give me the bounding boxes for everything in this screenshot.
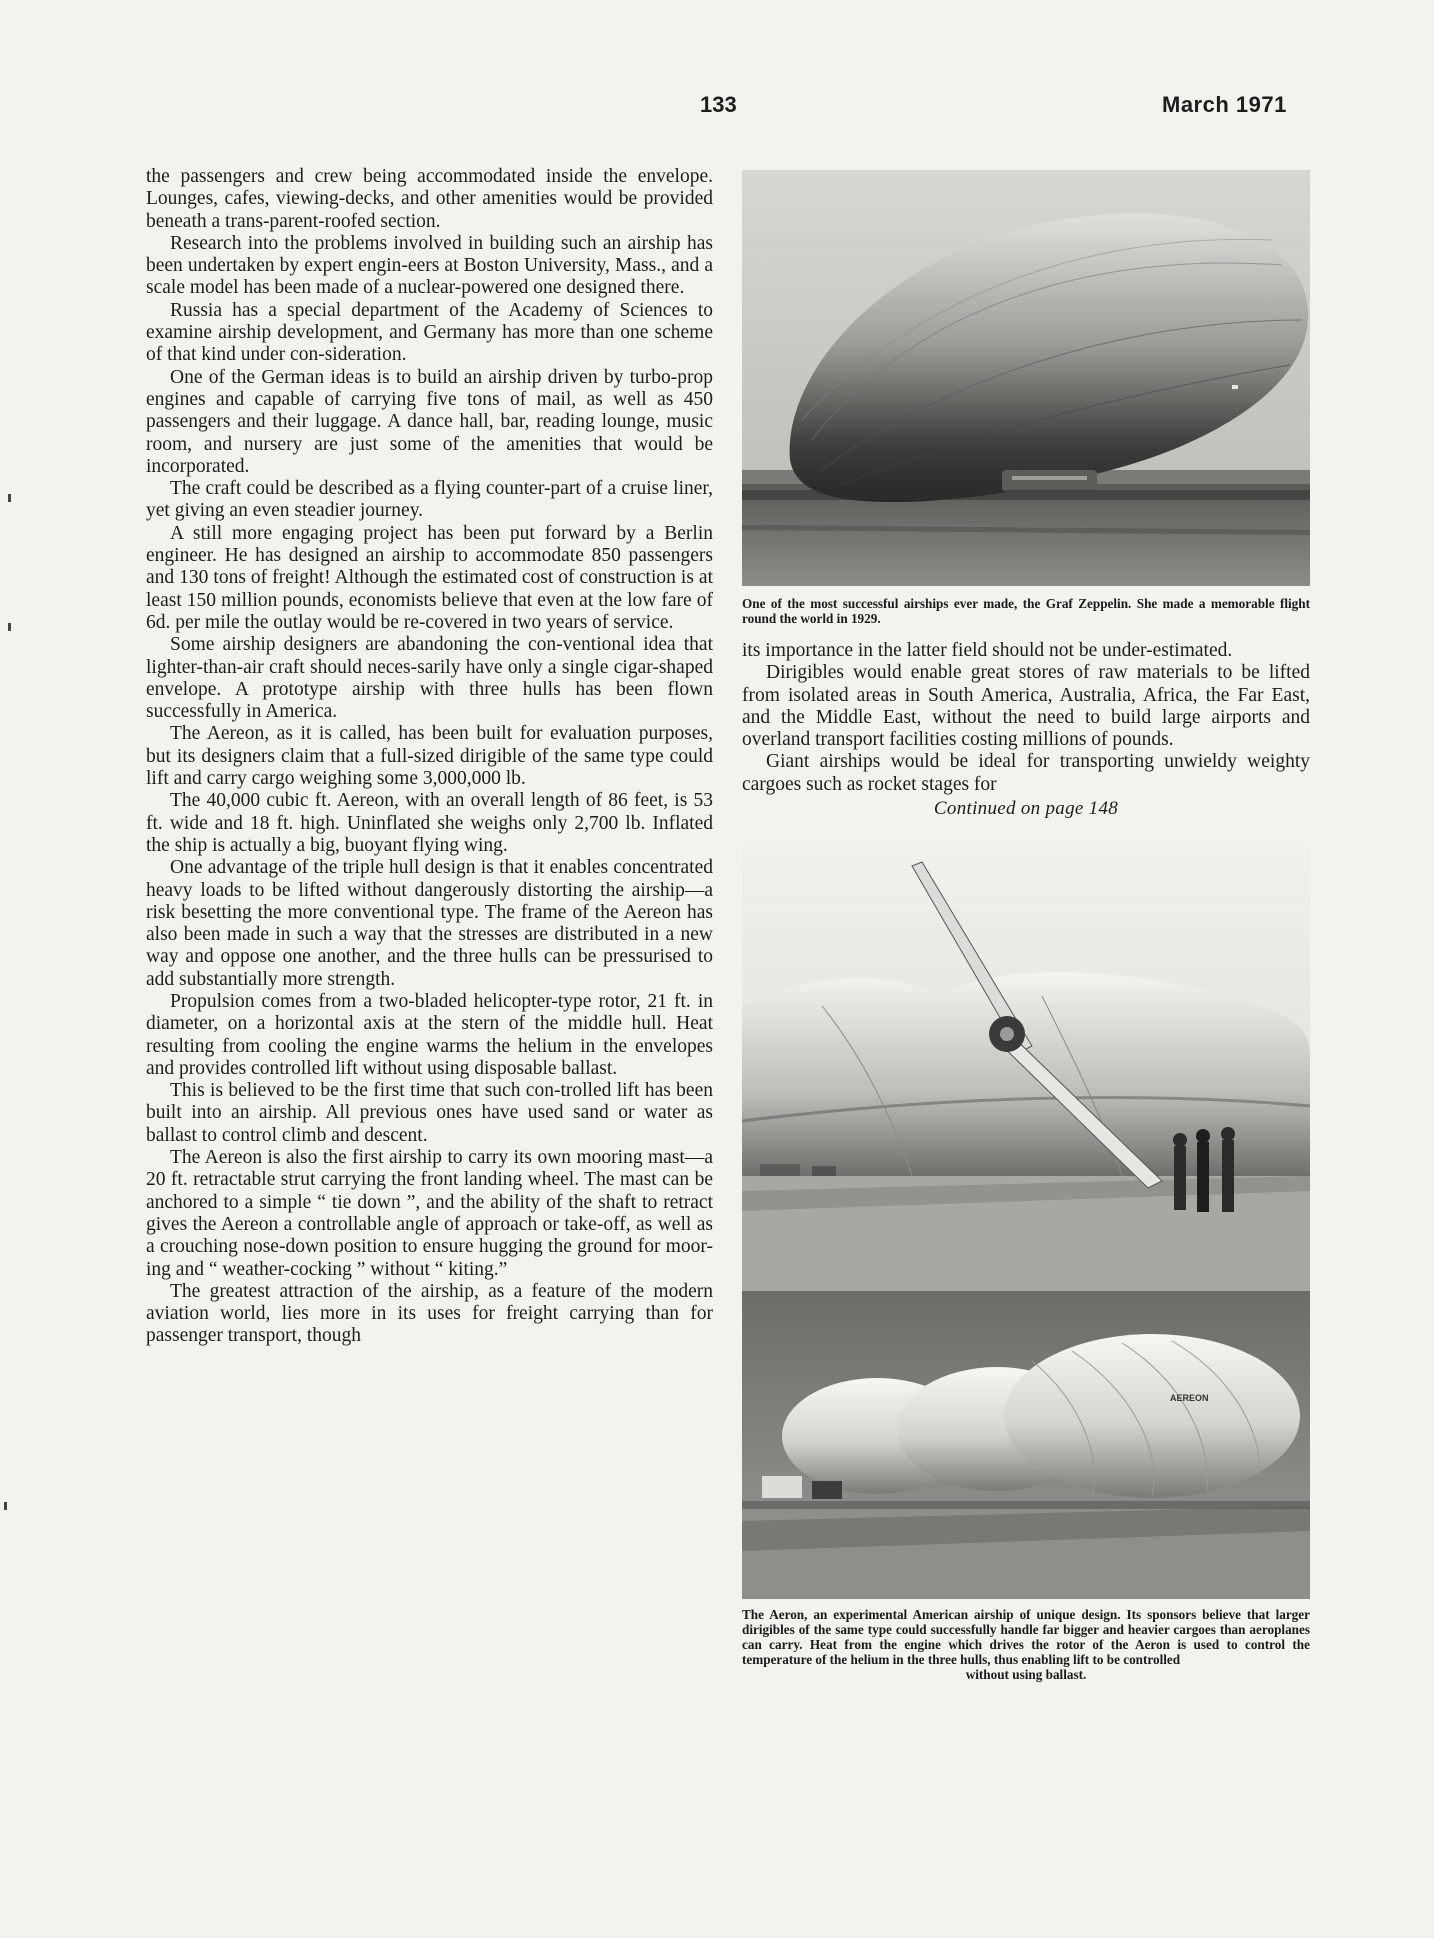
article-paragraph: Dirigibles would enable great stores of raw materials to be lifted from isolated areas in South America, Australia, Africa, the Far East, and the Middle East, without the need to build large airports and overland transport facilities costing millions of pounds. — [742, 662, 1310, 751]
page-header — [0, 92, 1434, 132]
article-paragraph: The greatest attraction of the airship, as a feature of the modern aviation world, lies more in its uses for freight carrying than for passenger transport, though — [146, 1280, 713, 1347]
people-group — [1173, 1127, 1235, 1212]
graf-zeppelin-photo — [742, 170, 1310, 586]
article-paragraph: its importance in the latter field should not be under-estimated. — [742, 640, 1233, 661]
margin-mark — [4, 1502, 7, 1510]
aereon-hull-logo: AEREON — [1170, 1393, 1209, 1404]
right-column-text — [742, 640, 1310, 796]
article-paragraph: Giant airships would be ideal for transporting unwieldy weighty cargoes such as rocket stages for — [742, 751, 1310, 795]
article-paragraph: Research into the problems involved in building such an airship has been undertaken by expert engin-eers at Boston University, Mass., and a scale model has been made of a nuclear-powered one designed there. — [146, 232, 713, 299]
article-paragraph: Russia has a special department of the Academy of Sciences to examine airship development, and Germany has more than one scheme of that kind under con-sideration. — [146, 299, 713, 366]
article-paragraph: The Aereon, as it is called, has been built for evaluation purposes, but its designers claim that a full-sized dirigible of the same type could lift and carry cargo weighing some 3,000,000 lb. — [146, 723, 713, 790]
article-paragraph: The 40,000 cubic ft. Aereon, with an overall length of 86 feet, is 53 ft. wide and 18 ft. high. Uninflated she weighs only 2,700 lb. Inflated the ship is actually a big, buoyant flying wing. — [146, 790, 713, 856]
article-paragraph: One of the German ideas is to build an airship driven by turbo-prop engines and capable of carrying five tons of mail, as well as 450 passengers and their luggage. A dance hall, bar, reading lounge, music room, and nursery are just some of the amenities that would be incorporated. — [146, 366, 713, 477]
article-paragraph: The craft could be described as a flying counter-part of a cruise liner, yet giving an even steadier journey. — [146, 478, 713, 522]
article-paragraph: Propulsion comes from a two-bladed helicopter-type rotor, 21 ft. in diameter, on a horizontal axis at the stern of the middle hull. Heat resulting from cooling the engine warms the helium in the envelopes and provides controlled lift without using disposable ballast. — [146, 990, 713, 1079]
article-paragraph: The Aereon is also the first airship to carry its own mooring mast—a 20 ft. retractable strut carrying the front landing wheel. The mast can be anchored to a simple “ tie down ”, and the ability of the shaft to retract gives the Aereon a controllable angle of approach or take-off, as well as a crouching nose-down position to ensure hugging the ground for moor-ing and “ weather-cocking ” without “ kiting.” — [146, 1147, 713, 1280]
article-right-column — [742, 170, 1310, 1682]
graf-zeppelin-illustration — [742, 170, 1310, 586]
issue-date: March 1971 — [1162, 92, 1287, 117]
article-paragraph: the passengers and crew being accommodated inside the envelope. Lounges, cafes, viewing-decks, and other amenities would be provided beneath a trans-parent-roofed section. — [146, 166, 713, 232]
aereon-triple-hull-illustration — [742, 1291, 1310, 1599]
continued-note: Continued on page 148 — [933, 798, 1119, 820]
aereon-rotor-illustration — [742, 846, 1310, 1291]
article-paragraph: A still more engaging project has been put forward by a Berlin engineer. He has designed an airship to accommodate 850 passengers and 130 tons of freight! Although the estimated cost of construction is at least 150 million pounds, economists believe that even at the low fare of 6d. per mile the outlay would be re-covered in two years of service. — [146, 522, 713, 633]
aereon-triple-hull-photo — [742, 1291, 1310, 1599]
article-paragraph: This is believed to be the first time that such con-trolled lift has been built into an airship. All previous ones have used sand or water as ballast to control climb and descent. — [146, 1080, 713, 1146]
margin-mark — [8, 494, 11, 502]
graf-zeppelin-caption: One of the most successful airships ever made, the Graf Zeppelin. She made a memorable flight round the world in 1929. — [742, 596, 1310, 626]
page-number: 133 — [700, 92, 737, 117]
aereon-caption: The Aeron, an experimental American airship of unique design. Its sponsors believe that larger dirigibles of the same type could successfully handle far bigger and heavier cargoes than aeroplanes can carry. Heat from the engine which drives the rotor of the Aeron is used to control the temperature of the helium in the three hulls, thus enabling lift to be controlled — [742, 1607, 1310, 1668]
article-paragraph: One advantage of the triple hull design is that it enables concentrated heavy loads to be lifted without dangerously distorting the airship—a risk besetting the more conventional type. The frame of the Aereon has also been made in such a way that the stresses are distributed in a new way and oppose one another, and the three hulls can be pressurised to add substantially more strength. — [146, 857, 713, 990]
article-left-column — [146, 166, 713, 1348]
margin-mark — [8, 623, 11, 631]
article-paragraph: Some airship designers are abandoning the con-ventional idea that lighter-than-air craft should neces-sarily have only a single cigar-shaped envelope. A prototype airship with three hulls has been flown successfully in America. — [146, 634, 713, 723]
aereon-rotor-photo — [742, 846, 1310, 1291]
aereon-caption-last-line: without using ballast. — [965, 1667, 1087, 1683]
